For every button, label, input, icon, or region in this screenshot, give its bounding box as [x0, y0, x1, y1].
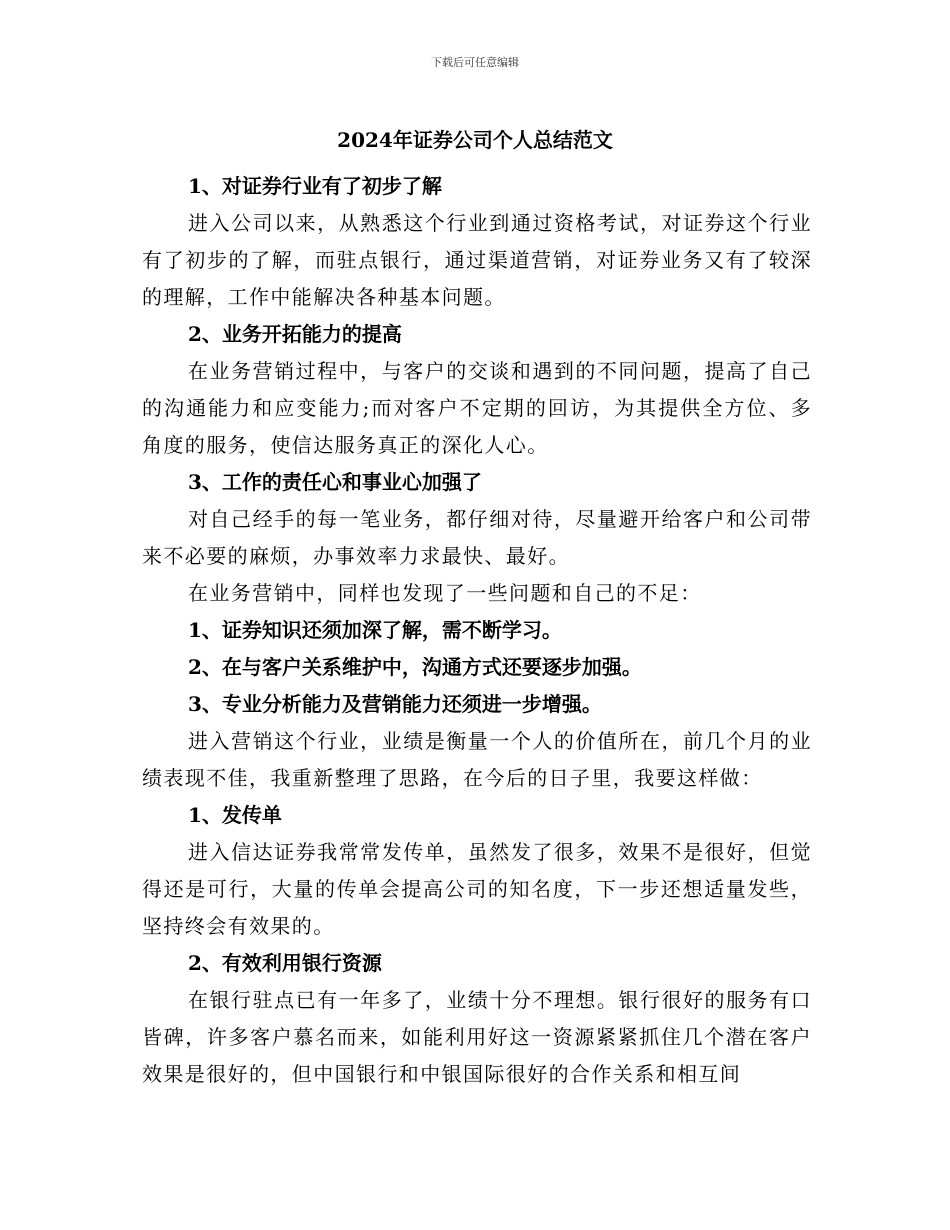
plan-heading-1: 1、发传单	[188, 803, 282, 827]
section-heading-3: 3、工作的责任心和事业心加强了	[188, 470, 482, 494]
section-heading-1: 1、对证券行业有了初步了解	[188, 174, 442, 198]
paragraph: 在业务营销过程中，与客户的交谈和遇到的不同问题，提高了自己的沟通能力和应变能力;而对客户不定期的回访，为其提供全方位、多角度的服务，使信达服务真正的深化人心。	[142, 359, 812, 457]
shortcoming-item-1: 1、证券知识还须加深了解，需不断学习。	[188, 618, 562, 642]
paragraph: 进入公司以来，从熟悉这个行业到通过资格考试，对证券这个行业有了初步的了解，而驻点银行，通过渠道营销，对证券业务又有了较深的理解，工作中能解决各种基本问题。	[142, 211, 812, 309]
section-heading-2: 2、业务开拓能力的提高	[188, 322, 402, 346]
plan-heading-2: 2、有效利用银行资源	[188, 951, 382, 975]
paragraph: 在银行驻点已有一年多了，业绩十分不理想。银行很好的服务有口皆碑，许多客户慕名而来，如能利用好这一资源紧紧抓住几个潜在客户效果是很好的，但中国银行和中银国际很好的合作关系和相互间	[142, 988, 812, 1086]
shortcoming-item-3: 3、专业分析能力及营销能力还须进一步增强。	[188, 692, 602, 716]
page-header-note: 下载后可任意编辑	[431, 56, 519, 69]
paragraph: 在业务营销中，同样也发现了一些问题和自己的不足：	[188, 581, 702, 605]
paragraph: 对自己经手的每一笔业务，都仔细对待，尽量避开给客户和公司带来不必要的麻烦，办事效率力求最快、最好。	[142, 507, 812, 568]
paragraph: 进入营销这个行业，业绩是衡量一个人的价值所在，前几个月的业绩表现不佳，我重新整理了思路，在今后的日子里，我要这样做：	[142, 729, 812, 790]
paragraph: 进入信达证券我常常发传单，虽然发了很多，效果不是很好，但觉得还是可行，大量的传单会提高公司的知名度，下一步还想适量发些，坚持终会有效果的。	[142, 840, 812, 938]
shortcoming-item-2: 2、在与客户关系维护中，沟通方式还要逐步加强。	[188, 655, 642, 679]
document-body	[142, 168, 812, 1093]
document-title: 2024年证券公司个人总结范文	[337, 128, 613, 152]
